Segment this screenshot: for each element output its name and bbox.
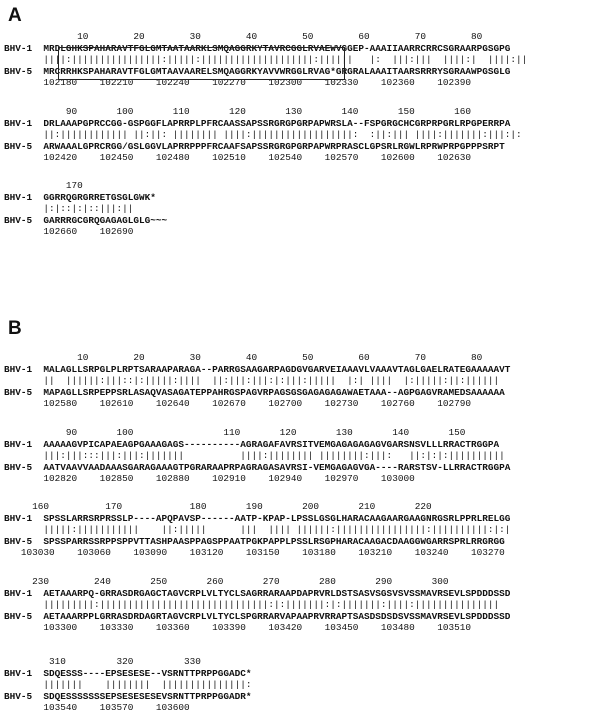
coordinate-line: 102820 102850 102880 102910 102940 102970 103000	[4, 473, 415, 485]
coordinate-line: 102580 102610 102640 102670 102700 102730 102760 102790	[4, 398, 471, 410]
ruler-line: 10 20 30 40 50 60 70 80	[4, 31, 483, 42]
panel-b-label: B	[8, 318, 22, 339]
alignment-block-b4	[4, 576, 510, 634]
bhv5-sequence-line: BHV-5 MAPAGLLSRPEPPSRLASAQVASAGATEPPAHRGSPAGVRPAGSGSGAGAGAGAWAETAAA--AGPGAGVRAMEDSAAAAAA	[4, 386, 505, 398]
alignment-block-b5	[4, 656, 252, 714]
bhv5-sequence-line: BHV-5 SDQESSSSSSSEPSESESESEVSRNTTPRPPGGADR*	[4, 690, 252, 702]
alignment-block-a2	[4, 106, 522, 164]
match-line: |:|::|:|::|||:||	[4, 203, 134, 215]
bhv1-sequence-line: BHV-1 GGRRQGRGRRETGSGLGWK*	[4, 191, 156, 203]
match-line: |||:|||:::|||:|||:||||||| ||||:|||||||| ||||||||:|||: ||:|:|:||||||||||	[4, 450, 505, 462]
ruler-line: 160 170 180 190 200 210 220	[4, 501, 432, 512]
bhv5-sequence-line: BHV-5 GARRRGCGRQGAGAGLGLG~~~	[4, 214, 168, 226]
ruler-line: 230 240 250 260 270 280 290 300	[4, 576, 449, 587]
match-line: |||||||||:||||||||||||||||||||||||||||||:|:|||||||:|:|||||||:||||:|||||||||||||||	[4, 599, 500, 611]
bhv5-sequence-line: BHV-5 ARWAAALGPRCRGG/GSLGGVLAPRRPPPFRCAAFSAPSSRGRGPGRPAPWRPRASCLGPSRLRGWLRPRWPRPGPPPSRPT	[4, 140, 505, 152]
bhv1-sequence-line: BHV-1 SDQESSS----EPSESESE--VSRNTTPRPPGGADC*	[4, 667, 252, 679]
coordinate-line: 102420 102450 102480 102510 102540 102570 102600 102630	[4, 152, 471, 164]
bhv1-sequence-line: BHV-1 SPSSLARRSRPRSSLP----APQPAVSP------AATP-KPAP-LPSSLGSGLHARACAAGAARGAAGNRGSRLPPRLRELGG	[4, 512, 511, 524]
ruler-line: 310 320 330	[4, 656, 201, 667]
bhv5-sequence-line: BHV-5 MRCRRHKSPAHARAVTFGLGMTAAVAARELSMQAGGRKYAVVWRGGLRVAG*GRGRALAAAITAARSRRRYSGRAAWPGSGLG	[4, 65, 511, 77]
coordinate-line: 103030 103060 103090 103120 103150 103180 103210 103240 103270	[4, 547, 505, 559]
bhv1-sequence-line: BHV-1 MRDLGHKSPAHARAVTFGLGMTAATAARKLSMQAGGRKYTAVRCGGLRVAEWVGGEP-AAAIIAARRCRRCSGRAARPGSGPG	[4, 42, 511, 54]
alignment-block-a1	[4, 31, 527, 89]
bhv1-sequence-line: BHV-1 AAAAAGVPICAPAEAGPGAAAGAGS----------AGRAGAFAVRSITVEMGAGAGAGAGVGARSNSVLLLRRACTRGGPA	[4, 438, 500, 450]
alignment-block-b3	[4, 501, 510, 559]
match-line: || ||||||:|||::|:|||||:|||| ||:|||:|||:|:|||:||||| |:| |||| |:|||||:||:||||||	[4, 375, 500, 387]
alignment-block-a3	[4, 180, 167, 238]
bhv5-sequence-line: BHV-5 SPSSPARRSSRPPSPPVTTASHPAASPPAGSPPAATPGKPAPPLPSSLRSGPHARACAAGACDAAGGWGARRSPRLRRGRGG	[4, 535, 505, 547]
coordinate-line: 102660 102690	[4, 226, 134, 238]
match-line: |||||:||||||||||| ||:||||| ||| |||| ||||||:||||||||||||||||:||||||||||:|:|	[4, 524, 511, 536]
match-line: ||||:||||||||||||||||:|||||:||||||||||||||||||||:|||||| |: |||:||| ||||:| ||||:||	[4, 54, 528, 66]
ruler-line: 10 20 30 40 50 60 70 80	[4, 352, 483, 363]
coordinate-line: 103540 103570 103600	[4, 702, 190, 714]
bhv5-sequence-line: BHV-5 AATVAAVVAADAAASGARAGAAAGTPGRARAAPRPAGRAGASAVRSI-VEMGAGAGVGA----RARSTSV-LLRRACTRGGPA	[4, 461, 511, 473]
ruler-line: 170	[4, 180, 83, 191]
panel-a-label: A	[8, 5, 22, 26]
coordinate-line: 103300 103330 103360 103390 103420 103450 103480 103510	[4, 622, 471, 634]
bhv5-sequence-line: BHV-5 AETAAARPPLGRRASDRDAGRTAGVCRPLVLTYCLSPGRRARVAPAAPRVRRAPTSASDSDSDSVSSMAVRSEVLSPDDDSSD	[4, 610, 511, 622]
bhv1-sequence-line: BHV-1 AETAAARPQ-GRRASDRGAGCTAGVCRPLVLTYCLSAGRRARAAPDAPRVRLDSTSASVSGSVSVSSMAVRSEVLSPDDDSSD	[4, 587, 511, 599]
coordinate-line: 102180 102210 102240 102270 102300 102330 102360 102390	[4, 77, 471, 89]
bhv1-sequence-line: BHV-1 MALAGLLSRPGLPLRPTSARAAPARAGA--PARRGSAAGARPAGDGVGARVEIAAAVLVAAAVTAGLGAELRATEGAAAAAVT	[4, 363, 511, 375]
match-line: ||:|||||||||||| ||:||: |||||||| ||||:||||||||||||||||||: :||:||| ||||:|||||||:|||:|:	[4, 129, 522, 141]
bhv1-sequence-line: BHV-1 DRLAAAPGPRCCGG-GSPGGFLAPRRPLPFRCAASSAPSSRGRGPGRPAPWRSLA--FSPGRGCHCGRPRPGRLRPGPERRPA	[4, 117, 511, 129]
ruler-line: 90 100 110 120 130 140 150	[4, 427, 466, 438]
ruler-line: 90 100 110 120 130 140 150 160	[4, 106, 471, 117]
match-line: ||||||| |||||||| |||||||||||||||:	[4, 679, 252, 691]
alignment-block-b2	[4, 427, 510, 485]
alignment-block-b1	[4, 352, 510, 410]
